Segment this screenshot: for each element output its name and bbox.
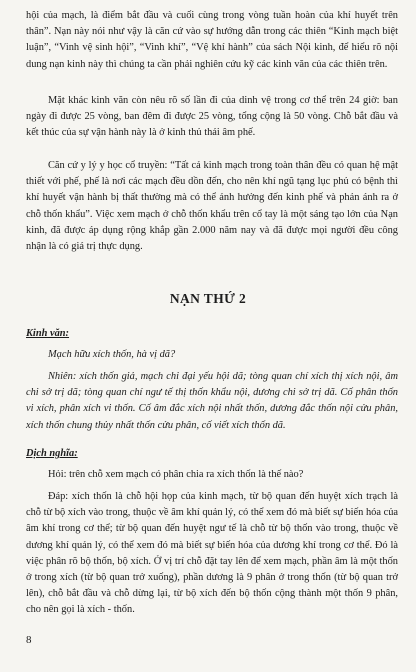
kinh-van-label: [26, 326, 398, 342]
translated-answer: Đáp: xích thốn là chỗ hội họp của kinh mạch, từ bộ quan đến huyệt xích trạch là chỗ từ bộ xích vào trong, thuộc về âm khí quản lý, có thể xem đó mà biết sự biến hóa của âm khí trong cơ thể; từ bộ quan đến huyệt ngư tế là chỗ từ bộ thốn vào trong, thuộc về dương khí quản lý, có thể xem đó mà biết sự biến hóa của dương khí trong cơ thể. Đó là việc phân rõ bộ thốn, bộ xích. Ở vị trí chỗ đặt tay lên để xem mạch, phần âm là một thốn ở trong xích (từ bộ quan trở xuống), phần dương là 9 phân ở trong thốn (từ bộ quan trở lên), chỗ bắt đầu và chỗ dừng lại, từ bộ xích đến bộ thốn cộng thành một thốn 9 phân, cho nên gọi là xích - thốn.: [26, 491, 398, 616]
body-text-ly-luan: [26, 158, 398, 255]
section-heading: NẠN THỨ 2: [169, 291, 247, 306]
body-text-dinh-ve: [26, 93, 398, 142]
dap-block: [26, 489, 398, 619]
dich-nghia-label: [26, 446, 398, 462]
kinh-van-title: Kinh văn:: [26, 328, 70, 339]
body-text-top: [26, 8, 398, 73]
hoi-block: [26, 467, 398, 483]
paragraph-continuation: hội của mạch, là điểm bắt đầu và cuối cùng trong vòng tuần hoàn của khí huyết trên thân”. Nạn này nói như vậy là căn cứ vào sự hướng dẫn trong các thiên “Kinh mạch biệt luận”, “Vinh vệ sinh hội”, “Vinh khí”, “Vệ khí hành” của sách Nội kinh, để hiểu rõ nội dung nạn kinh này thì chúng ta cần phải nghiên cứu kỹ các kinh văn của các thiên trên.: [26, 10, 398, 70]
paragraph-can-cu: Căn cứ y lý y học cổ truyền: “Tất cả kinh mạch trong toàn thân đều có quan hệ mật thiết với phế, phế là nơi các mạch đều dồn đến, cho nên khí ngũ tạng lục phủ có bệnh thì khí huyết vận hành bị thất thường mà có thể ảnh hưởng đến kinh phế và phản ánh ra ở chỗ thốn khẩu”. Việc xem mạch ở chỗ thốn khẩu trên cổ tay là một sáng tạo lớn của Nạn kinh, đã được áp dụng rộng khắp gần 2.000 năm nay và đã được mọi người đều công nhận là có giá trị thực dụng.: [26, 160, 398, 253]
kinh-van-question: Mạch hữu xích thốn, hà vị dã?: [48, 349, 176, 360]
kinh-van-answer: Nhiên: xích thốn giả, mạch chi đại yếu hội dã; tòng quan chí xích thị xích nội, âm chi sở trị dã; tòng quan chí ngư tế thị thốn khẩu nội, dương chi sở trị dã. Cố phân thốn vi xích, phân xích vi thốn. Cố âm đắc xích nội nhất thốn, dương đắc thốn nội cửu phân, xích thốn chung thủy nhất thốn cửu phân, cố viết xích thốn dã.: [26, 371, 398, 431]
paragraph-dinh-ve: Mặt khác kinh văn còn nêu rõ số lần đi của dinh vệ trong cơ thể trên 24 giờ: ban ngày đi được 25 vòng, ban đêm đi được 25 vòng, tổng cộng là 50 vòng. Chỗ bắt đầu và kết thúc của sự vận hành này là ở kinh thủ thái âm phế.: [26, 95, 398, 139]
dich-nghia-title: Dịch nghĩa:: [26, 448, 78, 459]
translated-question: Hỏi: trên chỗ xem mạch có phân chia ra xích thốn là thế nào?: [48, 469, 304, 480]
page-number: 8: [26, 634, 32, 646]
kinh-van-answer-block: [26, 369, 398, 434]
kinh-van-question-block: [26, 347, 398, 363]
